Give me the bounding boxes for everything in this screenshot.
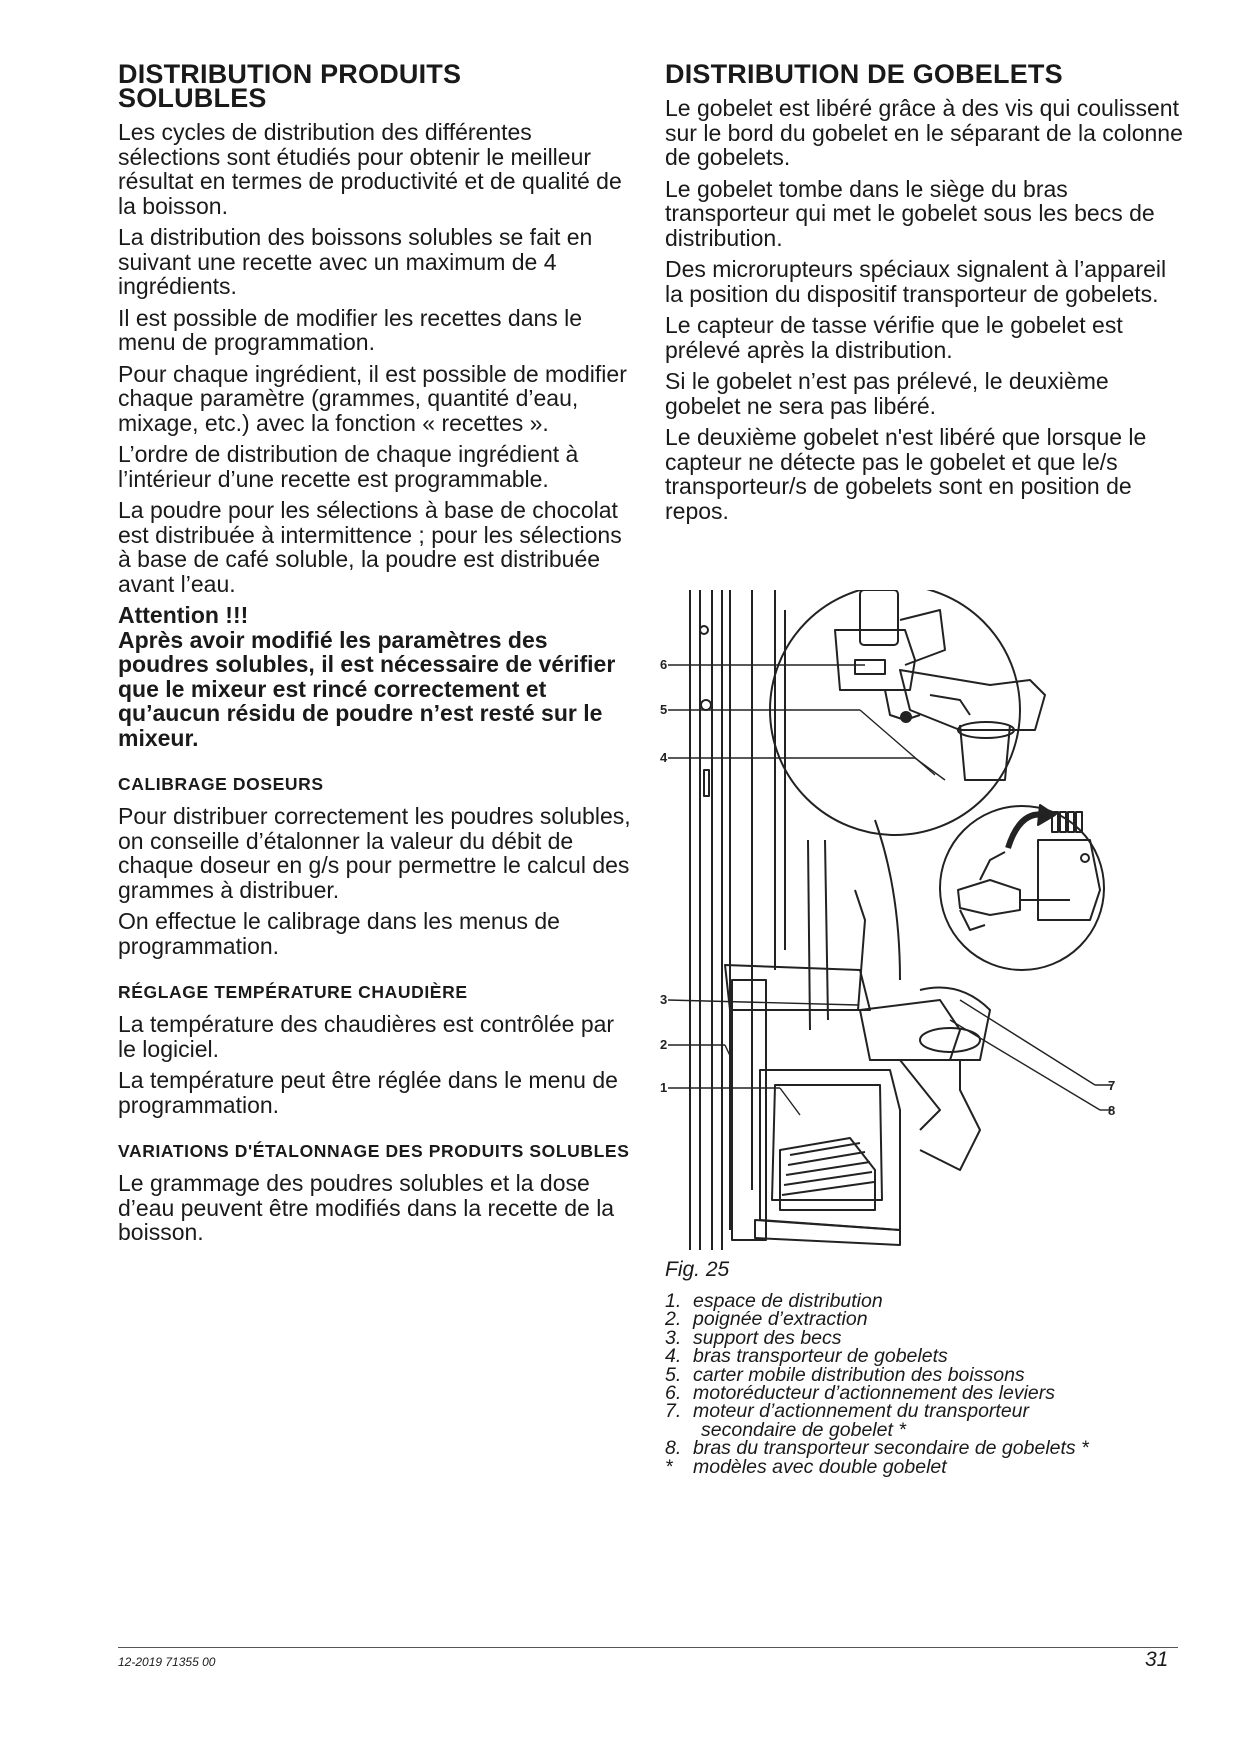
- paragraph: Si le gobelet n’est pas prélevé, le deuxième gobelet ne sera pas libéré.: [665, 368, 1109, 419]
- right-column: [665, 59, 1190, 530]
- figure-legend: [665, 1292, 1185, 1476]
- paragraph: Des microrupteurs spéciaux signalent à l’appareil la position du dispositif transporteur de gobelets.: [665, 256, 1167, 307]
- legend-number: *: [665, 1455, 673, 1478]
- page-number: 31: [1145, 1648, 1169, 1671]
- legend-text: bras du transporteur secondaire de gobelets *: [693, 1437, 1089, 1460]
- warning-text: Après avoir modifié les paramètres des poudres solubles, il est nécessaire de vérifier que le mixeur est rincé correctement et qu’aucun résidu de poudre n’est resté sur le mixeur.: [118, 626, 616, 751]
- section-title-soluble-products: [118, 59, 638, 113]
- legend-item: [665, 1437, 1185, 1460]
- legend-number: 4.: [665, 1345, 682, 1368]
- callout-8: 8: [1108, 1103, 1116, 1118]
- paragraph: Les cycles de distribution des différentes sélections sont étudiés pour obtenir le meilleur résultat en termes de productivité et de qualité de la boisson.: [118, 119, 622, 219]
- paragraph: La distribution des boissons solubles se fait en suivant une recette avec un maximum de 4 ingrédients.: [118, 224, 593, 299]
- legend-text: bras transporteur de gobelets: [693, 1345, 948, 1368]
- legend-text: espace de distribution: [693, 1290, 883, 1312]
- legend-number: 5.: [665, 1363, 682, 1386]
- cup-dispenser-drawing: [660, 590, 1120, 1250]
- legend-number: 7.: [665, 1400, 682, 1423]
- paragraph: Pour distribuer correctement les poudres solubles, on conseille d’étalonner la valeur du débit de chaque doseur en g/s pour permettre le calcul des grammes à distribuer.: [118, 803, 631, 903]
- paragraph: Pour chaque ingrédient, il est possible de modifier chaque paramètre (grammes, quantité d’eau, mixage, etc.) avec la fonction « recettes ».: [118, 360, 627, 436]
- legend-number: 1.: [665, 1290, 682, 1312]
- legend-text: moteur d’actionnement du transporteur: [693, 1400, 1030, 1423]
- legend-text: motoréducteur d’actionnement des leviers: [693, 1382, 1056, 1405]
- legend-item: [665, 1345, 1185, 1368]
- legend-number: 6.: [665, 1382, 682, 1405]
- figure-25-illustration: [660, 590, 1120, 1250]
- left-column: [118, 59, 638, 1252]
- title-line-1: DISTRIBUTION PRODUITS: [118, 59, 462, 89]
- paragraph: Le gobelet tombe dans le siège du bras transporteur qui met le gobelet sous les becs de distribution.: [665, 175, 1155, 251]
- paragraph: Il est possible de modifier les recettes dans le menu de programmation.: [118, 304, 583, 355]
- paragraph: Le deuxième gobelet n'est libéré que lorsque le capteur ne détecte pas le gobelet et que le/s transporteur/s de gobelets sont en position de repos.: [665, 424, 1147, 524]
- legend-number: 2.: [665, 1308, 682, 1331]
- heading-calibrage: CALIBRAGE DOSEURS: [118, 774, 324, 794]
- callout-2: 2: [660, 1037, 668, 1052]
- title-line-2: SOLUBLES: [118, 83, 267, 113]
- paragraph: Le grammage des poudres solubles et la dose d’eau peuvent être modifiés dans la recette de la boisson.: [118, 1170, 615, 1245]
- legend-number: 3.: [665, 1326, 682, 1349]
- legend-text: poignée d’extraction: [693, 1308, 868, 1331]
- attention-label: Attention !!!: [118, 602, 249, 628]
- paragraph: L’ordre de distribution de chaque ingrédient à l’intérieur d’une recette est programmable.: [118, 441, 579, 492]
- document-code: 12-2019 71355 00: [118, 1655, 216, 1669]
- callout-6: 6: [660, 657, 668, 672]
- figure-caption: Fig. 25: [665, 1258, 730, 1281]
- legend-text: carter mobile distribution des boissons: [693, 1363, 1025, 1386]
- section-title-cup-distribution: DISTRIBUTION DE GOBELETS: [665, 59, 1063, 89]
- paragraph: La température des chaudières est contrôlée par le logiciel.: [118, 1011, 615, 1062]
- paragraph: La température peut être réglée dans le menu de programmation.: [118, 1067, 618, 1118]
- paragraph: Le gobelet est libéré grâce à des vis qui coulissent sur le bord du gobelet en le séparant de la colonne de gobelets.: [665, 95, 1183, 170]
- legend-item: [665, 1455, 1185, 1478]
- callout-3: 3: [660, 992, 668, 1007]
- callout-4: 4: [660, 750, 668, 765]
- callout-5: 5: [660, 702, 668, 717]
- legend-continuation: secondaire de gobelet *: [701, 1418, 906, 1441]
- callout-7: 7: [1108, 1078, 1116, 1093]
- paragraph: On effectue le calibrage dans les menus de programmation.: [118, 908, 560, 959]
- legend-text: modèles avec double gobelet: [693, 1455, 947, 1478]
- heading-reglage: RÉGLAGE TEMPÉRATURE CHAUDIÈRE: [118, 982, 468, 1002]
- paragraph: La poudre pour les sélections à base de chocolat est distribuée à intermittence ; pour les sélections à base de café soluble, la poudre est distribuée avant l’eau.: [118, 497, 622, 597]
- heading-variations: VARIATIONS D'ÉTALONNAGE DES PRODUITS SOLUBLES: [118, 1141, 630, 1161]
- callout-1: 1: [660, 1080, 668, 1095]
- paragraph: Le capteur de tasse vérifie que le gobelet est prélevé après la distribution.: [665, 312, 1123, 363]
- legend-number: 8.: [665, 1437, 682, 1460]
- legend-text: support des becs: [693, 1326, 842, 1349]
- footer-divider: [118, 1647, 1178, 1648]
